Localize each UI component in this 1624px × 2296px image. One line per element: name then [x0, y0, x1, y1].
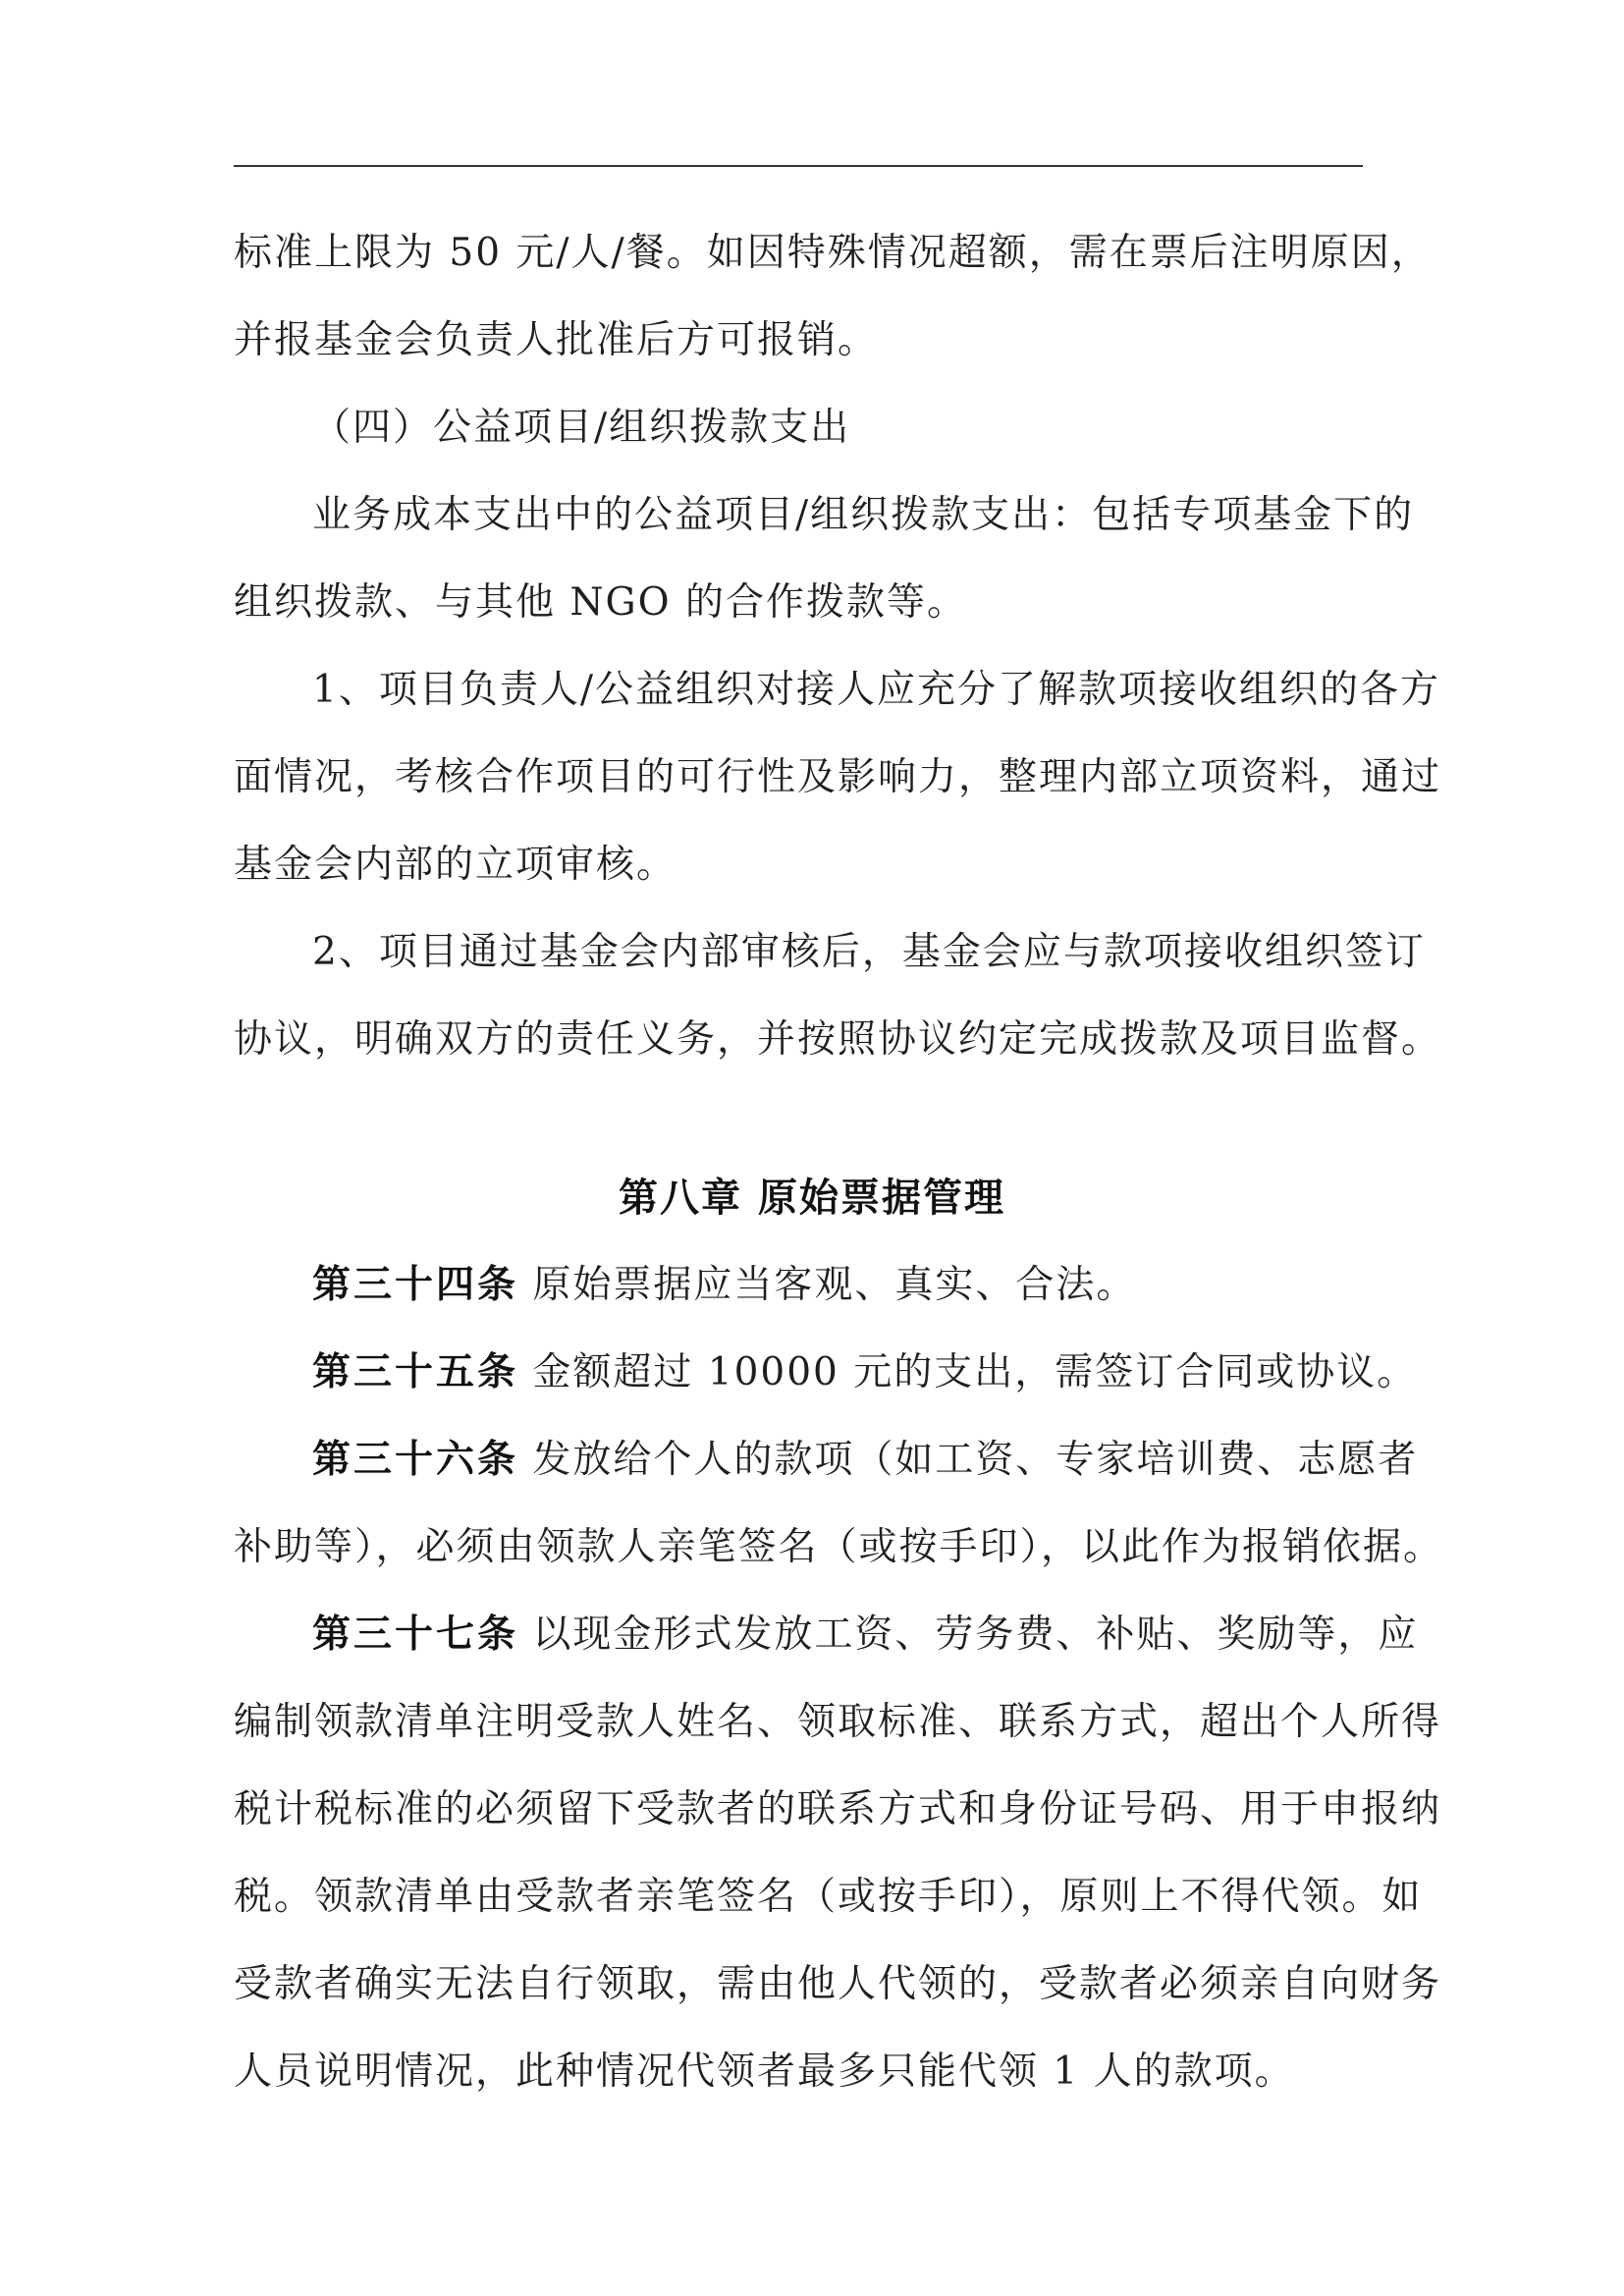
article-label: 第三十四条 — [312, 1262, 519, 1307]
header-rule — [234, 165, 1363, 167]
article-36 — [312, 1439, 1441, 1481]
article-label: 第三十五条 — [312, 1349, 519, 1394]
article-34 — [312, 1264, 1441, 1306]
paragraph-line: 税。领款清单由受款者亲笔签名（或按手印），原则上不得代领。如 — [234, 1875, 1423, 1919]
paragraph-line: 协议，明确双方的责任义务，并按照协议约定完成拨款及项目监督。 — [234, 1017, 1442, 1062]
paragraph-line: 面情况，考核合作项目的可行性及影响力，整理内部立项资料，通过 — [234, 755, 1442, 799]
paragraph-line: 标准上限为 50 元/人/餐。如因特殊情况超额，需在票后注明原因， — [234, 231, 1432, 275]
paragraph-line: 编制领款清单注明受款人姓名、领取标准、联系方式，超出个人所得 — [234, 1700, 1442, 1744]
paragraph-line: 基金会内部的立项审核。 — [234, 843, 677, 887]
article-text: 发放给个人的款项（如工资、专家培训费、志愿者 — [518, 1438, 1419, 1482]
paragraph-line: 并报基金会负责人批准后方可报销。 — [234, 318, 879, 362]
paragraph-line: 1、项目负责人/公益组织对接人应充分了解款项接收组织的各方 — [312, 668, 1440, 712]
paragraph-line: 业务成本支出中的公益项目/组织拨款支出：包括专项基金下的 — [312, 493, 1415, 537]
article-label: 第三十七条 — [312, 1612, 519, 1657]
paragraph-line: 组织拨款、与其他 NGO 的合作拨款等。 — [234, 580, 968, 625]
paragraph-line: 人员说明情况，此种情况代领者最多只能代领 1 人的款项。 — [234, 2050, 1295, 2094]
article-label: 第三十六条 — [312, 1437, 519, 1482]
section-heading-4: （四）公益项目/组织拨款支出 — [312, 406, 851, 450]
paragraph-line: 税计税标准的必须留下受款者的联系方式和身份证号码、用于申报纳 — [234, 1787, 1442, 1831]
paragraph-line: 受款者确实无法自行领取，需由他人代领的，受款者必须亲自向财务 — [234, 1962, 1442, 2006]
chapter-title: 第八章 原始票据管理 — [619, 1175, 1005, 1221]
article-text: 金额超过 10000 元的支出，需签订合同或协议。 — [518, 1350, 1418, 1394]
article-37 — [312, 1613, 1441, 1656]
article-text: 原始票据应当客观、真实、合法。 — [518, 1263, 1137, 1307]
article-35 — [312, 1351, 1441, 1394]
paragraph-line: 补助等），必须由领款人亲笔签名（或按手印），以此作为报销依据。 — [234, 1525, 1444, 1569]
paragraph-line: 2、项目通过基金会内部审核后，基金会应与款项接收组织签订 — [312, 930, 1426, 974]
article-text: 以现金形式发放工资、劳务费、补贴、奖励等，应 — [518, 1613, 1419, 1657]
